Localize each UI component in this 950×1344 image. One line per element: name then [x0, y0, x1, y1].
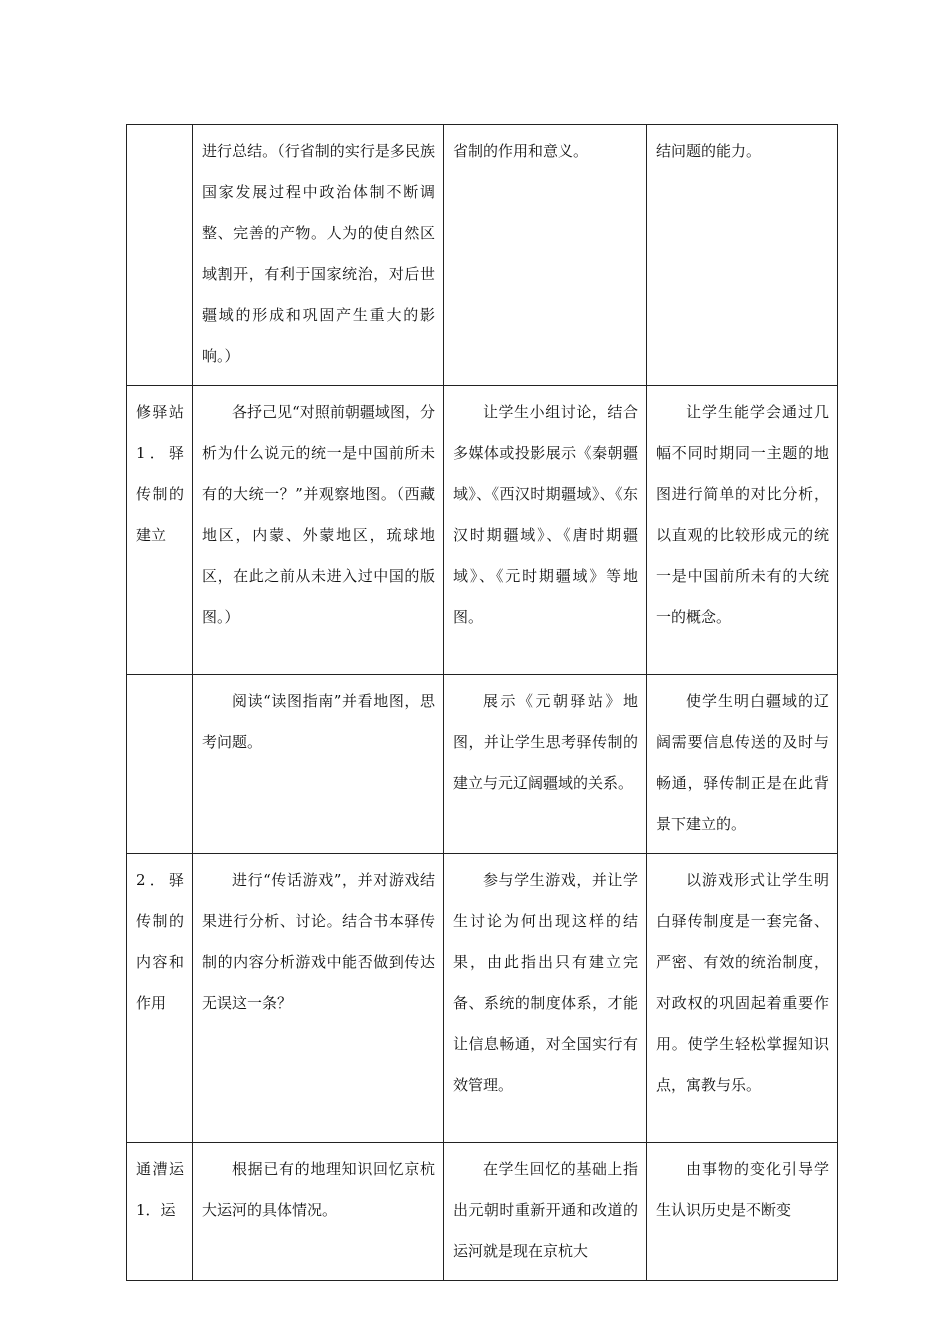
design-intent-cell: 使学生明白疆域的辽阔需要信息传送的及时与畅通，驿传制正是在此背景下建立的。: [647, 675, 838, 854]
teacher-activity-cell: 省制的作用和意义。: [444, 125, 647, 386]
lesson-plan-table: [126, 124, 838, 1281]
student-activity-cell: 各抒己见“对照前朝疆域图，分析为什么说元的统一是中国前所未有的大统一？”并观察地图。（西藏地区，内蒙、外蒙地区，琉球地区，在此之前从未进入过中国的版图。）: [193, 386, 444, 675]
teacher-activity-cell: 在学生回忆的基础上指出元朝时重新开通和改道的运河就是现在京杭大: [444, 1143, 647, 1281]
section-cell: 2．驿传制的内容和作用: [127, 854, 193, 1143]
section-cell: 通漕运1．运: [127, 1143, 193, 1281]
table-row: [127, 854, 838, 1143]
table-row: [127, 386, 838, 675]
table-row: [127, 125, 838, 386]
table-row: [127, 1143, 838, 1281]
design-intent-cell: 结问题的能力。: [647, 125, 838, 386]
student-activity-cell: 阅读“读图指南”并看地图，思考问题。: [193, 675, 444, 854]
design-intent-cell: 由事物的变化引导学生认识历史是不断变: [647, 1143, 838, 1281]
teacher-activity-cell: 让学生小组讨论，结合多媒体或投影展示《秦朝疆域》、《西汉时期疆域》、《东汉时期疆域》、《唐时期疆域》、《元时期疆域》等地图。: [444, 386, 647, 675]
section-cell: [127, 125, 193, 386]
design-intent-cell: 让学生能学会通过几幅不同时期同一主题的地图进行简单的对比分析，以直观的比较形成元的统一是中国前所未有的大统一的概念。: [647, 386, 838, 675]
section-cell: [127, 675, 193, 854]
section-cell: 修驿站1．驿传制的建立: [127, 386, 193, 675]
teacher-activity-cell: 展示《元朝驿站》地图，并让学生思考驿传制的建立与元辽阔疆域的关系。: [444, 675, 647, 854]
student-activity-cell: 根据已有的地理知识回忆京杭大运河的具体情况。: [193, 1143, 444, 1281]
student-activity-cell: 进行“传话游戏”，并对游戏结果进行分析、讨论。结合书本驿传制的内容分析游戏中能否做到传达无误这一条？: [193, 854, 444, 1143]
teacher-activity-cell: 参与学生游戏，并让学生讨论为何出现这样的结果，由此指出只有建立完备、系统的制度体系，才能让信息畅通，对全国实行有效管理。: [444, 854, 647, 1143]
table-row: [127, 675, 838, 854]
student-activity-cell: 进行总结。（行省制的实行是多民族国家发展过程中政治体制不断调整、完善的产物。人为的使自然区域割开，有利于国家统治，对后世疆域的形成和巩固产生重大的影响。）: [193, 125, 444, 386]
design-intent-cell: 以游戏形式让学生明白驿传制度是一套完备、严密、有效的统治制度，对政权的巩固起着重要作用。使学生轻松掌握知识点，寓教与乐。: [647, 854, 838, 1143]
